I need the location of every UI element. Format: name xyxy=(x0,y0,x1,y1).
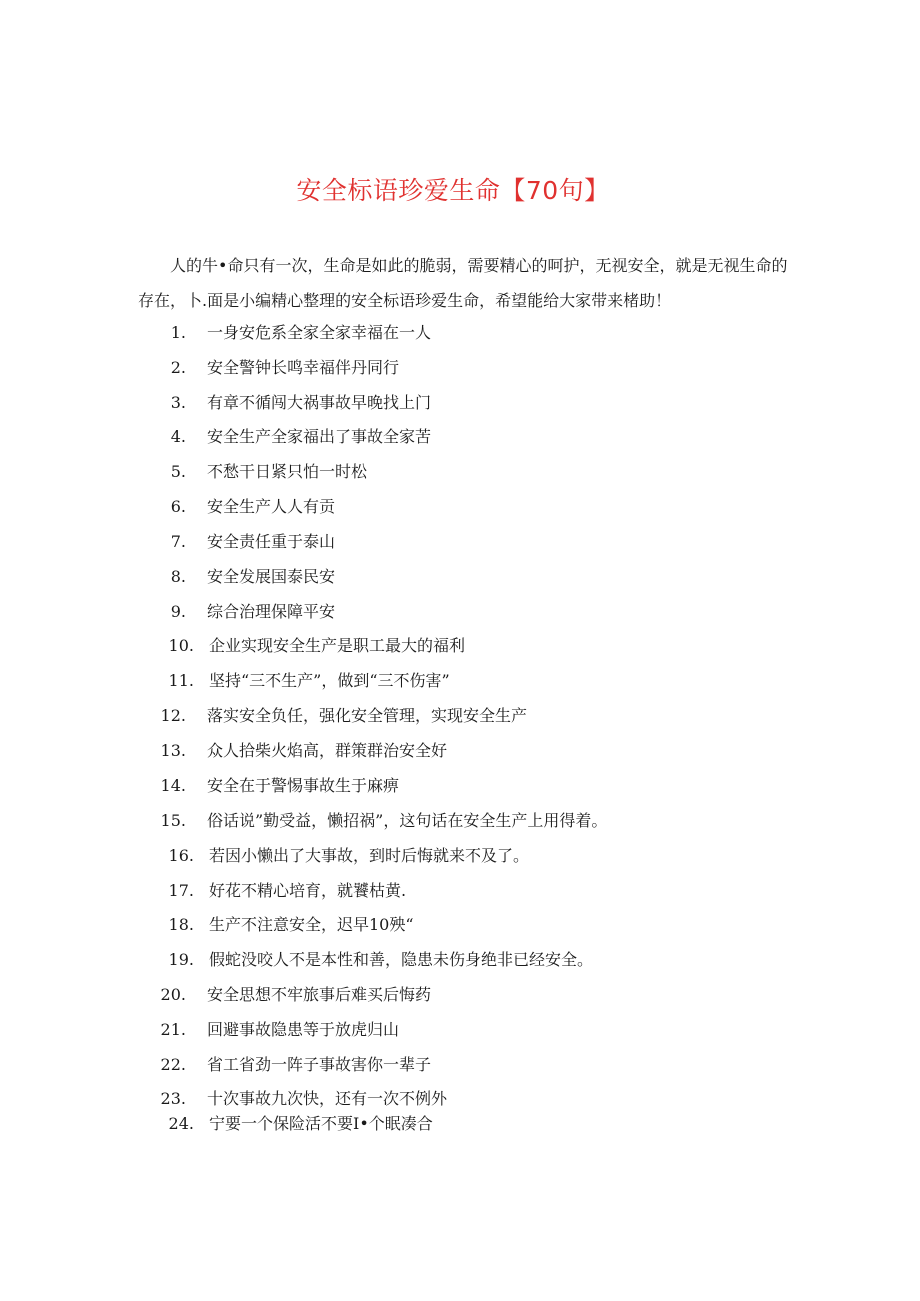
item-text: 坚持“三不生产”，做到“三不伤害” xyxy=(209,671,450,690)
item-text: 安全生产全家福出了事故全家苦 xyxy=(207,427,432,446)
item-number: 11. xyxy=(168,671,194,690)
item-number: 12. xyxy=(160,706,186,725)
item-text: 不愁干日紧只怕一时松 xyxy=(207,462,368,481)
item-text: 安全思想不牢旅事后难买后悔药 xyxy=(207,985,432,1004)
item-text: 综合治理保障平安 xyxy=(207,602,336,621)
item-text: 企业实现安全生产是职工最大的福利 xyxy=(209,636,466,655)
item-number: 10. xyxy=(168,636,194,655)
item-number: 1. xyxy=(170,323,186,342)
item-text: 落实安全负任，强化安全管理，实现安全生产 xyxy=(207,706,528,725)
item-number: 4. xyxy=(170,427,186,446)
item-text: 若因小懒出了大事故，到时后悔就来不及了。 xyxy=(209,846,530,865)
item-number: 7. xyxy=(170,532,186,551)
document-title: 安全标语珍爱生命【70句】 xyxy=(296,176,610,205)
item-text: 回避事故隐患等于放虎归山 xyxy=(207,1020,400,1039)
item-number: 17. xyxy=(168,881,194,900)
item-text: 宁要一个保险活不要I•个眠凑合 xyxy=(209,1114,433,1133)
item-text: 一身安危系全家全家幸福在一人 xyxy=(207,323,432,342)
item-number: 15. xyxy=(160,811,186,830)
item-number: 3. xyxy=(170,393,186,412)
item-number: 22. xyxy=(160,1055,186,1074)
item-number: 23. xyxy=(160,1089,186,1108)
item-number: 24. xyxy=(168,1114,194,1133)
item-number: 2. xyxy=(170,358,186,377)
item-text: 安全在于警惕事故生于麻痹 xyxy=(207,776,400,795)
item-text: 省工省劲一阵子事故害你一辈子 xyxy=(207,1055,432,1074)
item-text: 俗话说”勤受益，懒招祸”，这句话在安全生产上用得着。 xyxy=(207,811,608,830)
item-number: 14. xyxy=(160,776,186,795)
item-number: 16. xyxy=(168,846,194,865)
item-number: 19. xyxy=(168,950,194,969)
item-number: 21. xyxy=(160,1020,186,1039)
item-text: 有章不循闯大祸事故早晚找上门 xyxy=(207,393,432,412)
item-number: 13. xyxy=(160,741,186,760)
item-number: 18. xyxy=(168,915,194,934)
intro-text: 人的牛•命只有一次，生命是如此的脆弱，需要精心的呵护，无视安全，就是无视生命的存在，卜.面是小编精心整理的安全标语珍爱生命，希望能给大家带来楮助！ xyxy=(138,256,788,310)
item-number: 20. xyxy=(160,985,186,1004)
item-number: 5. xyxy=(170,462,186,481)
item-text: 生产不注意安全，迟早10殃“ xyxy=(209,915,414,934)
item-text: 十次事故九次快，还有一次不例外 xyxy=(207,1089,448,1108)
item-text: 好花不精心培育，就饕枯黄. xyxy=(209,881,407,900)
item-number: 9. xyxy=(170,602,186,621)
item-number: 8. xyxy=(170,567,186,586)
item-text: 安全生产人人有贡 xyxy=(207,497,336,516)
item-text: 假蛇没咬人不是本性和善，隐患未伤身绝非已经安全。 xyxy=(209,950,594,969)
item-text: 众人拾柴火焰高，群策群治安全好 xyxy=(207,741,448,760)
item-text: 安全警钟长鸣幸福伴丹同行 xyxy=(207,358,400,377)
item-text: 安全发展国泰民安 xyxy=(207,567,336,586)
item-text: 安全责任重于泰山 xyxy=(207,532,336,551)
item-number: 6. xyxy=(170,497,186,516)
